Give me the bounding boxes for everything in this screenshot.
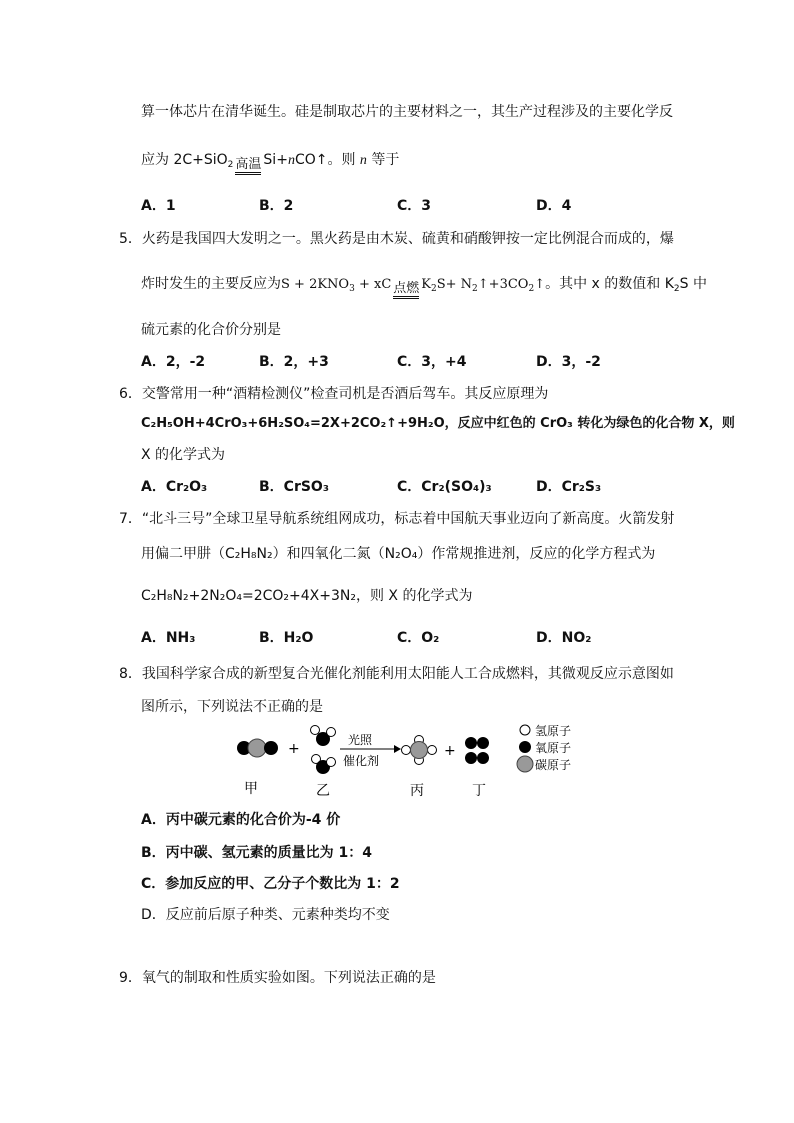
molecule-jia-carbon <box>248 739 266 757</box>
molecule-ding-o2-2-a <box>465 752 477 764</box>
legend-carbon-icon <box>517 756 533 772</box>
legend-oxygen-label: 氧原子 <box>535 741 572 755</box>
molecule-ding-o2-1-a <box>465 737 477 749</box>
q5-line1: 5．火药是我国四大发明之一。黑火药是由木炭、硫黄和硝酸钾按一定比例混合而成的，爆 <box>119 231 674 247</box>
q7-option-c[interactable]: C．O₂ <box>397 630 440 646</box>
q4-equation-line <box>141 150 399 175</box>
q5-line2-post: 。其中 x 的数值和 K <box>545 276 674 292</box>
q7-line1: 7．“北斗三号”全球卫星导航系统组网成功，标志着中国航天事业迈向了新高度。火箭发射 <box>119 511 675 527</box>
q4-eq-pre: 应为 2C+SiO <box>141 152 228 168</box>
q4-eq-end: 等于 <box>366 152 400 168</box>
q4-eq-n: n <box>287 153 295 168</box>
molecule-yi-h2o-1-h2 <box>327 728 336 737</box>
q7-option-a[interactable]: A．NH₃ <box>141 630 196 646</box>
q8-line1: 8．我国科学家合成的新型复合光催化剂能利用太阳能人工合成燃料，其微观反应示意图如 <box>119 666 674 682</box>
q4-eq-mid: Si+ <box>263 152 288 168</box>
q4-eq-sub: 2 <box>227 160 234 170</box>
q6-option-c[interactable]: C．Cr₂(SO₄)₃ <box>397 479 492 495</box>
q5-line2-post2: S 中 <box>679 276 707 292</box>
q4-eq-condition: 高温 <box>235 158 261 175</box>
arrow-condition-catalyst: 催化剂 <box>343 754 380 768</box>
reaction-diagram <box>230 718 590 802</box>
q5-line3: 硫元素的化合价分别是 <box>141 322 281 338</box>
legend-hydrogen-icon <box>520 725 530 735</box>
arrow-condition-light: 光照 <box>348 733 373 747</box>
q8-option-c[interactable]: C．参加反应的甲、乙分子个数比为 1：2 <box>141 876 400 892</box>
molecule-jia-oxygen-right <box>264 741 278 755</box>
label-jia: 甲 <box>244 781 258 797</box>
q9-line1: 9．氧气的制取和性质实验如图。下列说法正确的是 <box>119 970 436 986</box>
q4-line1: 算一体芯片在清华诞生。硅是制取芯片的主要材料之一，其生产过程涉及的主要化学反 <box>141 104 673 120</box>
molecule-yi-h2o-2-h2 <box>327 758 336 767</box>
q5-k2s-sub: 2 <box>673 284 680 294</box>
q4-option-a[interactable]: A．1 <box>141 198 176 214</box>
q5-option-a[interactable]: A．2，-2 <box>141 354 206 370</box>
q6-line3: X 的化学式为 <box>141 447 226 463</box>
q6-line2: C₂H₅OH+4CrO₃+6H₂SO₄=2X+2CO₂↑+9H₂O，反应中红色的 CrO₃ 转化为绿色的化合物 X，则 <box>141 416 735 431</box>
molecule-yi-h2o-1-h1 <box>311 726 320 735</box>
label-yi: 乙 <box>316 783 330 799</box>
q4-option-d[interactable]: D．4 <box>536 198 572 214</box>
plus-sign-2: + <box>444 743 456 759</box>
q7-option-b[interactable]: B．H₂O <box>259 630 314 646</box>
q4-n-var: n <box>359 153 367 168</box>
q7-line3: C₂H₈N₂+2N₂O₄=2CO₂+4X+3N₂，则 X 的化学式为 <box>141 588 473 604</box>
q6-option-a[interactable]: A．Cr₂O₃ <box>141 479 208 495</box>
q8-option-a[interactable]: A．丙中碳元素的化合价为-4 价 <box>141 812 341 828</box>
q7-option-d[interactable]: D．NO₂ <box>536 630 592 646</box>
label-ding: 丁 <box>472 783 486 799</box>
q5-equation: $S + 2KNO_3$ + xC 点燃 $K_2S+$ $N_2↑+3CO_2↑$ <box>281 277 545 292</box>
label-bing: 丙 <box>410 783 424 799</box>
legend-hydrogen-label: 氢原子 <box>535 724 572 738</box>
molecule-ding-o2-1-b <box>477 737 489 749</box>
q4-option-c[interactable]: C．3 <box>397 198 432 214</box>
molecule-ding-o2-2-b <box>477 752 489 764</box>
molecule-bing-h-left <box>402 746 411 755</box>
q8-line2: 图所示，下列说法不正确的是 <box>141 699 323 715</box>
q7-line2: 用偏二甲肼（C₂H₈N₂）和四氧化二氮（N₂O₄）作常规推进剂，反应的化学方程式为 <box>141 546 656 562</box>
legend-oxygen-icon <box>519 741 531 753</box>
q5-line2 <box>141 274 707 299</box>
molecule-bing-carbon <box>411 742 428 759</box>
reaction-arrow-head <box>394 745 401 753</box>
q5-line2-pre: 炸时发生的主要反应为 <box>141 276 281 292</box>
q8-option-d[interactable]: D．反应前后原子种类、元素种类均不变 <box>141 907 390 923</box>
q4-eq-post: CO↑。则 <box>294 152 360 168</box>
q8-option-b[interactable]: B．丙中碳、氢元素的质量比为 1：4 <box>141 845 373 861</box>
molecule-bing-h-right <box>428 746 437 755</box>
plus-sign-1: + <box>288 741 300 757</box>
q5-option-c[interactable]: C．3，+4 <box>397 354 467 370</box>
q6-line1: 6．交警常用一种“酒精检测仪”检查司机是否酒后驾车。其反应原理为 <box>119 386 549 402</box>
q5-option-b[interactable]: B．2，+3 <box>259 354 329 370</box>
q6-option-b[interactable]: B．CrSO₃ <box>259 479 329 495</box>
q6-option-d[interactable]: D．Cr₂S₃ <box>536 479 602 495</box>
q4-option-b[interactable]: B．2 <box>259 198 294 214</box>
q5-option-d[interactable]: D．3，-2 <box>536 354 601 370</box>
legend-carbon-label: 碳原子 <box>535 758 572 772</box>
